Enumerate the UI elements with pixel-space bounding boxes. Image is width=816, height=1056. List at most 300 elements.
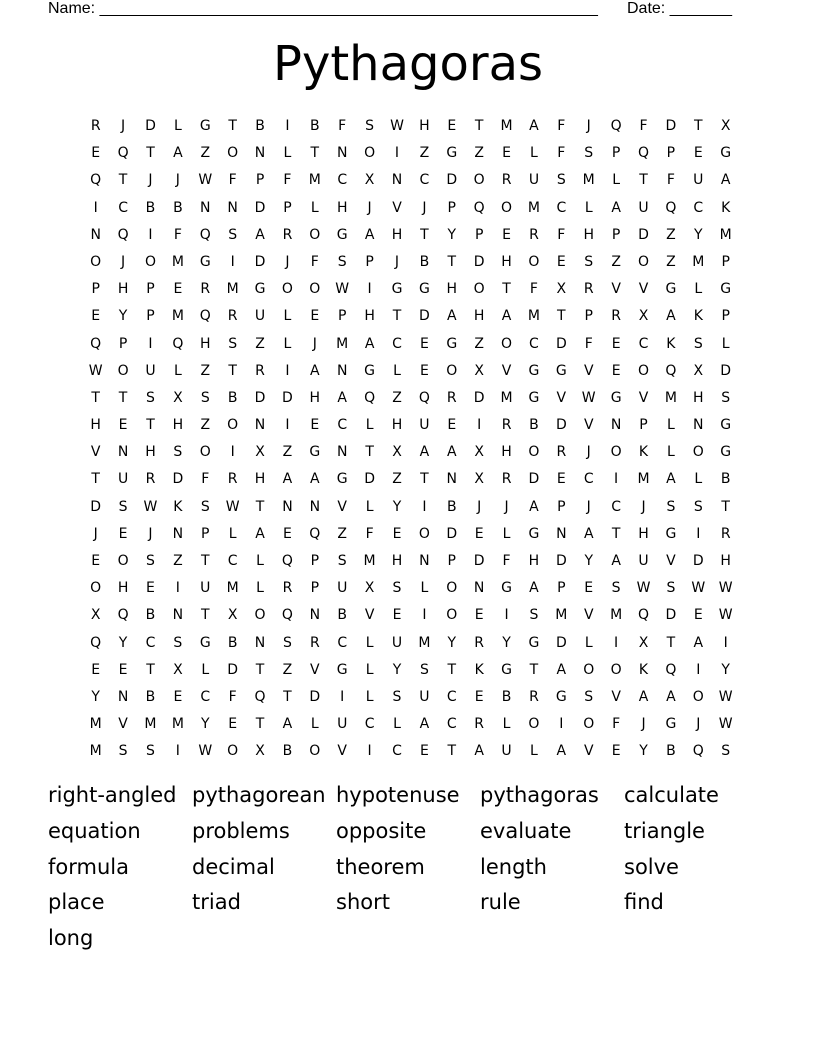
grid-letter: Z [200, 417, 211, 434]
grid-letter: V [118, 716, 128, 733]
grid-letter: S [146, 743, 155, 760]
grid-letter: Y [118, 308, 128, 325]
grid-letter: H [254, 471, 266, 488]
grid-letter: P [255, 172, 265, 189]
grid-letter: Y [502, 634, 511, 651]
grid-letter: V [638, 389, 649, 406]
grid-letter: D [90, 498, 102, 515]
grid-letter: I [285, 362, 290, 379]
grid-letter: G [720, 444, 732, 461]
grid-letter: H [117, 281, 129, 298]
grid-letter: O [637, 362, 650, 379]
grid-letter: M [719, 226, 732, 243]
grid-letter: J [121, 118, 126, 134]
grid-letter: S [584, 253, 594, 270]
word-list-item: problems [192, 818, 290, 843]
grid-letter: F [201, 471, 210, 488]
grid-letter: O [501, 199, 513, 216]
grid-letter: O [254, 607, 266, 624]
grid-letter: C [446, 688, 457, 705]
grid-letter: T [694, 118, 703, 134]
grid-letter: P [337, 308, 347, 325]
grid-letter: J [641, 716, 646, 733]
grid-letter: O [199, 444, 211, 461]
grid-letter: L [694, 471, 703, 488]
grid-letter: R [529, 226, 539, 243]
grid-letter: L [173, 118, 182, 134]
grid-letter: V [337, 743, 347, 760]
grid-letter: B [145, 607, 156, 624]
grid-letter: B [720, 471, 731, 488]
grid-letter: D [555, 417, 567, 434]
grid-letter: T [666, 634, 676, 651]
grid-letter: G [254, 281, 266, 298]
grid-letter: J [367, 199, 372, 216]
grid-letter: I [559, 716, 564, 733]
grid-letter: P [639, 417, 648, 434]
grid-letter: Q [90, 335, 102, 352]
grid-letter: C [446, 716, 457, 733]
grid-letter: E [392, 525, 402, 542]
grid-letter: L [256, 553, 264, 569]
grid-letter: I [367, 281, 372, 298]
grid-letter: O [610, 444, 622, 461]
grid-letter: D [172, 471, 184, 488]
grid-letter: X [392, 444, 402, 461]
grid-letter: P [91, 281, 100, 298]
grid-letter: M [418, 634, 431, 651]
grid-letter: O [144, 253, 156, 270]
grid-letter: L [310, 716, 319, 733]
grid-letter: L [256, 580, 264, 597]
grid-letter: S [200, 389, 210, 406]
grid-letter: A [364, 226, 375, 243]
grid-letter: V [611, 688, 621, 705]
grid-letter: Q [473, 199, 485, 216]
grid-letter: C [337, 417, 348, 434]
grid-letter: T [420, 226, 429, 243]
grid-letter: P [611, 226, 621, 243]
grid-letter: C [227, 553, 238, 569]
grid-letter: J [175, 172, 180, 189]
grid-letter: B [446, 498, 457, 515]
grid-letter: F [639, 118, 648, 134]
grid-letter: O [528, 253, 540, 270]
grid-letter: I [175, 743, 180, 760]
grid-letter: C [419, 172, 430, 189]
grid-letter: P [666, 145, 676, 162]
grid-letter: X [173, 661, 183, 678]
grid-letter: C [337, 172, 348, 189]
grid-row [82, 657, 739, 684]
grid-row [82, 358, 739, 385]
grid-letter: A [638, 688, 649, 705]
grid-letter: G [364, 362, 376, 379]
grid-letter: G [720, 417, 732, 434]
grid-letter: G [555, 362, 567, 379]
grid-letter: Y [392, 498, 402, 515]
grid-letter: A [556, 661, 567, 678]
grid-letter: B [227, 389, 238, 406]
grid-letter: T [255, 498, 265, 515]
grid-letter: F [283, 172, 292, 189]
grid-letter: J [477, 498, 482, 515]
grid-letter: N [90, 226, 101, 243]
grid-letter: Y [447, 226, 457, 243]
grid-letter: A [666, 688, 676, 705]
grid-letter: N [227, 199, 238, 216]
grid-letter: P [721, 308, 730, 325]
grid-row [82, 711, 739, 738]
grid-letter: J [93, 525, 98, 542]
grid-letter: M [637, 471, 650, 488]
grid-letter: K [173, 498, 183, 515]
grid-letter: T [146, 145, 155, 162]
grid-letter: C [337, 634, 348, 651]
grid-letter: R [446, 389, 457, 406]
grid-letter: D [473, 389, 485, 406]
grid-letter: M [89, 716, 102, 733]
grid-letter: F [228, 688, 237, 705]
grid-letter: O [90, 580, 102, 597]
grid-letter: S [693, 498, 703, 515]
grid-letter: P [146, 281, 155, 298]
grid-letter: W [691, 580, 706, 597]
grid-letter: M [363, 553, 376, 569]
grid-letter: G [391, 281, 403, 298]
grid-letter: A [310, 471, 320, 488]
grid-letter: G [336, 226, 348, 243]
grid-letter: P [201, 525, 210, 542]
word-list-item: decimal [192, 854, 275, 879]
grid-letter: C [200, 688, 211, 705]
grid-letter: Q [364, 389, 376, 406]
grid-letter: A [364, 335, 375, 352]
grid-letter: Q [117, 145, 129, 162]
grid-letter: U [200, 580, 211, 597]
grid-letter: C [145, 634, 156, 651]
grid-letter: S [228, 335, 238, 352]
grid-letter: T [91, 389, 100, 406]
word-list-item: short [336, 890, 390, 915]
grid-letter: Y [447, 634, 457, 651]
grid-letter: R [309, 634, 320, 651]
grid-letter: L [365, 498, 374, 515]
grid-letter: L [612, 172, 621, 189]
grid-letter: X [255, 743, 265, 760]
grid-letter: S [118, 498, 128, 515]
grid-letter: X [173, 389, 183, 406]
grid-letter: E [228, 716, 238, 733]
grid-letter: O [583, 716, 595, 733]
grid-letter: C [392, 743, 402, 760]
grid-letter: N [254, 145, 266, 162]
grid-letter: E [392, 607, 402, 624]
grid-letter: E [611, 362, 621, 379]
grid-letter: G [501, 661, 512, 678]
grid-letter: M [171, 308, 184, 325]
grid-letter: M [500, 118, 513, 134]
grid-letter: J [641, 498, 646, 515]
word-list-item: calculate [624, 783, 719, 807]
grid-letter: V [392, 199, 402, 216]
grid-letter: D [364, 471, 375, 488]
word-list [48, 779, 768, 958]
grid-letter: N [117, 444, 129, 461]
grid-letter: O [446, 362, 458, 379]
grid-letter: K [638, 444, 649, 461]
grid-letter: W [390, 118, 404, 134]
grid-letter: A [720, 172, 731, 189]
grid-letter: W [335, 281, 350, 298]
grid-letter: I [285, 417, 290, 434]
grid-letter: Q [665, 199, 677, 216]
word-list-item: rule [480, 890, 521, 915]
grid-letter: H [309, 389, 321, 406]
grid-letter: L [283, 145, 292, 162]
grid-letter: H [117, 580, 129, 597]
grid-letter: P [447, 553, 456, 569]
grid-row [82, 303, 739, 330]
grid-letter: W [718, 716, 733, 733]
grid-letter: M [336, 335, 349, 352]
grid-letter: X [364, 580, 375, 597]
grid-letter: I [614, 634, 619, 651]
grid-letter: I [93, 199, 98, 216]
grid-letter: F [557, 118, 566, 134]
grid-letter: E [118, 417, 128, 434]
grid-letter: U [638, 199, 649, 216]
grid-letter: G [336, 661, 348, 678]
grid-row [82, 521, 739, 548]
grid-letter: S [721, 389, 731, 406]
grid-letter: T [611, 525, 621, 542]
grid-letter: W [225, 498, 240, 515]
grid-letter: L [283, 335, 292, 352]
grid-letter: M [171, 716, 184, 733]
grid-row [82, 548, 739, 575]
grid-letter: J [586, 118, 591, 134]
grid-letter: E [91, 661, 101, 678]
grid-letter: J [148, 525, 153, 542]
grid-letter: O [692, 688, 704, 705]
grid-letter: Z [611, 253, 621, 270]
grid-letter: O [446, 580, 458, 597]
grid-letter: X [474, 471, 484, 488]
grid-letter: A [666, 308, 676, 325]
grid-letter: G [199, 118, 211, 134]
grid-letter: U [254, 308, 266, 325]
grid-letter: O [583, 661, 595, 678]
grid-letter: E [474, 688, 484, 705]
grid-letter: O [281, 281, 293, 298]
grid-letter: R [145, 471, 156, 488]
grid-letter: L [201, 661, 210, 678]
grid-letter: X [474, 444, 484, 461]
grid-letter: S [365, 118, 375, 134]
grid-letter: N [556, 525, 567, 542]
grid-letter: H [693, 389, 704, 406]
grid-letter: A [419, 716, 430, 733]
grid-letter: O [473, 281, 485, 298]
grid-letter: U [337, 580, 348, 597]
grid-row [82, 575, 739, 602]
grid-letter: U [337, 716, 348, 733]
grid-letter: W [198, 172, 213, 189]
grid-letter: N [254, 634, 266, 651]
grid-letter: H [391, 226, 403, 243]
grid-letter: X [693, 362, 704, 379]
grid-letter: S [611, 580, 621, 597]
grid-letter: S [392, 580, 402, 597]
grid-letter: T [557, 308, 566, 325]
grid-letter: H [145, 444, 156, 461]
grid-letter: S [529, 607, 539, 624]
word-list-item: triangle [624, 818, 705, 843]
grid-letter: G [501, 580, 512, 597]
grid-letter: H [364, 308, 375, 325]
grid-letter: S [118, 743, 128, 760]
grid-letter: Z [282, 444, 293, 461]
grid-letter: R [227, 471, 238, 488]
word-list-item: triad [192, 890, 241, 915]
grid-letter: A [583, 525, 594, 542]
grid-letter: P [611, 145, 621, 162]
grid-letter: C [583, 471, 594, 488]
word-list-item: evaluate [480, 818, 572, 843]
grid-letter: L [283, 308, 292, 325]
grid-letter: S [392, 688, 402, 705]
grid-letter: Y [200, 716, 210, 733]
grid-letter: Y [694, 226, 703, 243]
grid-letter: E [419, 362, 429, 379]
grid-letter: T [200, 553, 210, 569]
grid-letter: L [502, 716, 511, 733]
grid-letter: S [584, 145, 594, 162]
grid-letter: E [91, 553, 101, 569]
grid-row [82, 113, 739, 140]
grid-letter: B [255, 118, 265, 134]
grid-letter: C [118, 199, 128, 216]
word-list-item: place [48, 890, 105, 915]
grid-letter: A [282, 471, 293, 488]
grid-letter: I [340, 688, 345, 705]
grid-letter: G [665, 525, 677, 542]
grid-letter: C [693, 199, 704, 216]
grid-letter: V [638, 281, 649, 298]
grid-letter: L [530, 743, 538, 760]
grid-letter: H [501, 444, 512, 461]
grid-letter: V [611, 281, 621, 298]
grid-letter: P [474, 226, 484, 243]
grid-row [82, 684, 739, 711]
grid-letter: D [254, 199, 266, 216]
grid-letter: O [528, 444, 540, 461]
grid-letter: D [665, 607, 677, 624]
grid-letter: O [309, 226, 321, 243]
grid-letter: P [310, 553, 320, 569]
grid-letter: E [91, 308, 101, 325]
grid-letter: X [255, 444, 265, 461]
grid-letter: B [666, 743, 676, 760]
grid-letter: N [336, 444, 348, 461]
grid-letter: L [584, 199, 593, 216]
grid-letter: W [581, 389, 596, 406]
grid-letter: Z [282, 661, 293, 678]
grid-letter: U [145, 362, 156, 379]
grid-letter: Q [610, 118, 622, 134]
grid-letter: J [504, 498, 509, 515]
grid-letter: K [666, 335, 676, 352]
grid-letter: F [557, 226, 566, 243]
grid-letter: M [610, 607, 623, 624]
grid-letter: T [228, 362, 237, 379]
grid-letter: L [666, 444, 675, 461]
grid-letter: P [447, 199, 456, 216]
grid-letter: B [145, 688, 156, 705]
grid-letter: J [121, 253, 126, 270]
grid-letter: E [310, 417, 320, 434]
grid-letter: R [227, 308, 238, 325]
grid-letter: G [446, 335, 458, 352]
grid-letter: T [228, 118, 237, 134]
grid-letter: L [365, 661, 374, 678]
grid-letter: I [614, 471, 619, 488]
grid-letter: L [310, 199, 319, 216]
grid-letter: O [117, 553, 129, 569]
grid-letter: N [391, 172, 403, 189]
grid-letter: D [446, 172, 458, 189]
word-list-item: long [48, 926, 94, 951]
grid-letter: J [422, 199, 427, 216]
grid-letter: E [91, 145, 101, 162]
grid-letter: D [720, 362, 732, 379]
grid-letter: N [309, 498, 321, 515]
date-field [627, 0, 732, 18]
word-list-item: find [624, 890, 664, 915]
grid-letter: C [611, 498, 621, 515]
grid-letter: T [255, 661, 265, 678]
grid-letter: Q [692, 743, 704, 760]
grid-letter: F [502, 553, 511, 569]
grid-letter: N [200, 199, 211, 216]
grid-letter: J [394, 253, 400, 270]
grid-letter: Q [117, 226, 129, 243]
grid-letter: R [583, 281, 594, 298]
grid-letter: O [473, 172, 485, 189]
grid-letter: G [555, 688, 567, 705]
grid-letter: Q [281, 607, 293, 624]
grid-letter: J [586, 444, 591, 461]
grid-letter: B [501, 688, 512, 705]
grid-letter: U [391, 634, 403, 651]
grid-letter: E [146, 580, 155, 597]
grid-letter: D [145, 118, 156, 134]
grid-letter: M [664, 389, 677, 406]
grid-letter: M [555, 607, 568, 624]
grid-letter: O [90, 253, 102, 270]
grid-letter: H [501, 253, 512, 270]
grid-letter: T [310, 145, 320, 162]
grid-letter: L [173, 362, 182, 379]
grid-letter: R [501, 471, 512, 488]
grid-letter: M [692, 253, 705, 270]
grid-letter: H [473, 308, 485, 325]
grid-row [82, 385, 739, 412]
grid-letter: R [200, 281, 211, 298]
grid-letter: I [504, 607, 509, 624]
grid-letter: T [392, 308, 402, 325]
